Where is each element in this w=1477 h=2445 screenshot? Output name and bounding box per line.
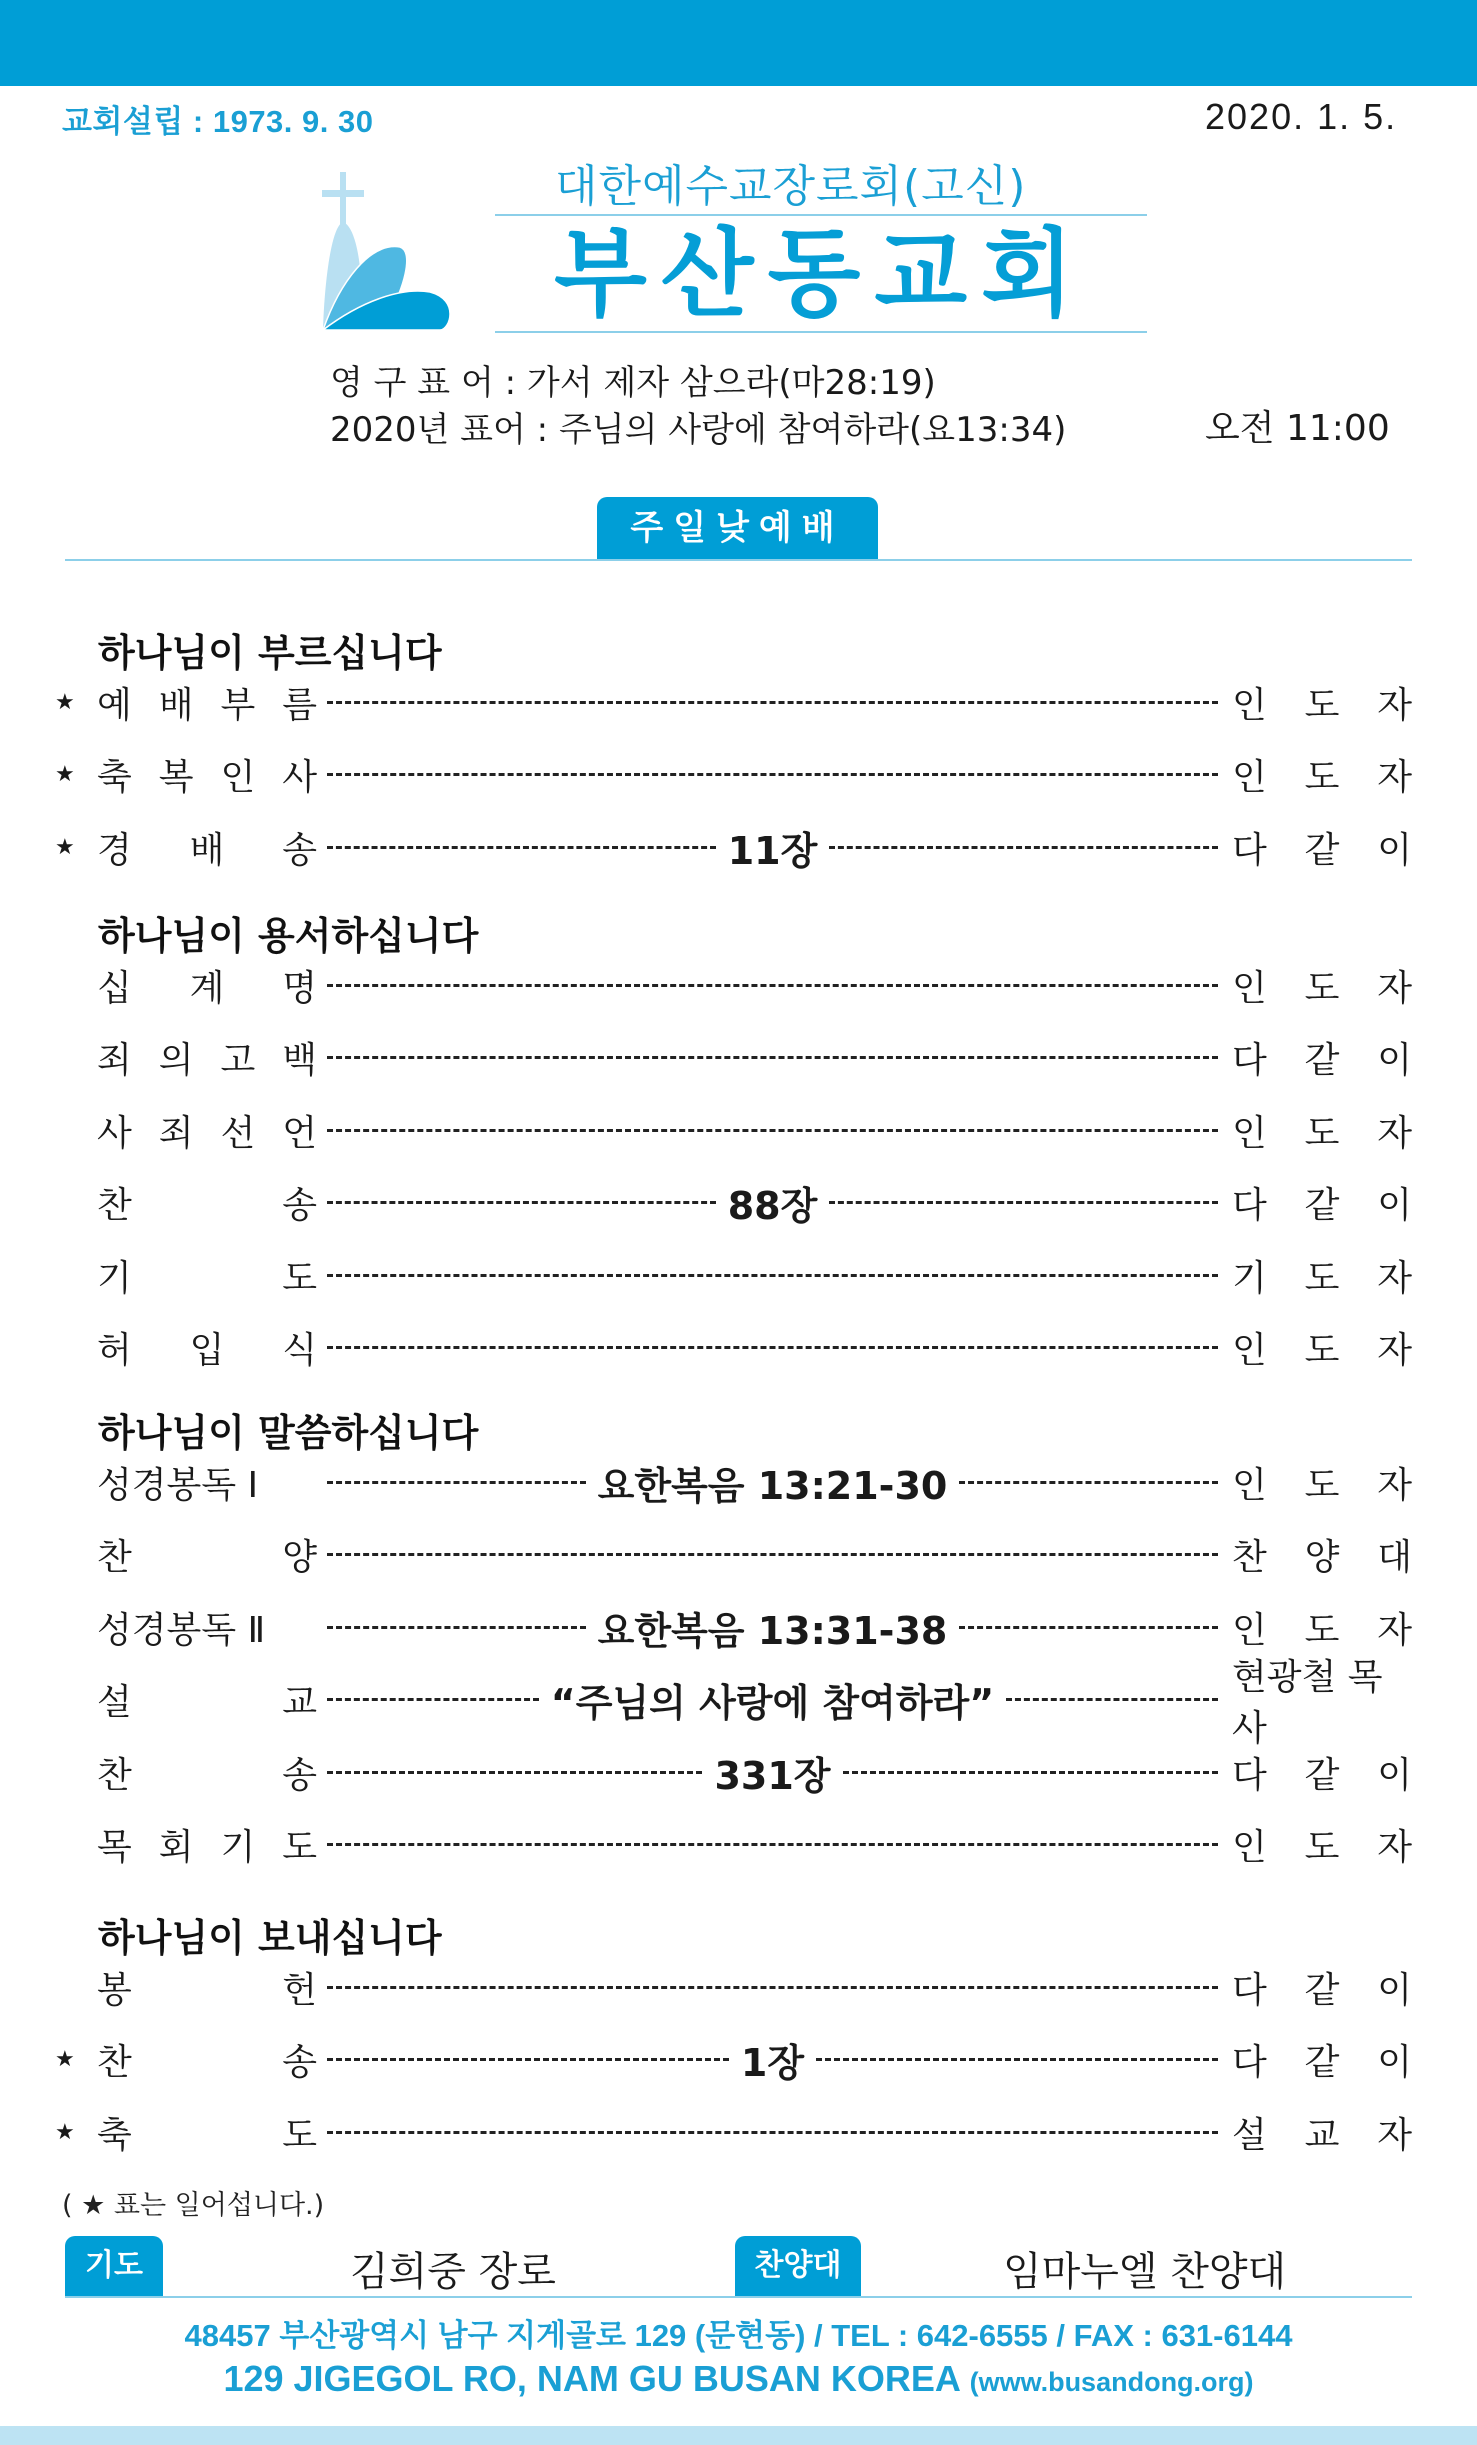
- choir-name: 임마누엘 찬양대: [1003, 2249, 1287, 2295]
- worship-item: [55, 1028, 1412, 1088]
- item-leader-char: 다: [1232, 1040, 1267, 1081]
- denomination: 대한예수교장로회(고신): [555, 161, 1027, 212]
- dotted-leader: [327, 1600, 1218, 1655]
- prayer-leader: 김희중 장로: [350, 2249, 556, 2295]
- leader-dashes: [843, 1771, 1218, 1774]
- item-leader: [1232, 822, 1412, 873]
- item-label-char: 양: [282, 1537, 317, 1578]
- top-banner: [0, 0, 1477, 86]
- bottom-banner: [0, 2426, 1477, 2445]
- leader-dashes: [327, 846, 716, 849]
- title-rule-top: [495, 214, 1147, 216]
- item-label: [97, 1177, 317, 1228]
- leader-dashes: [816, 2058, 1218, 2061]
- item-label: [97, 1962, 317, 2013]
- item-leader-char: 이: [1377, 1754, 1412, 1796]
- leader-dashes: [327, 1843, 1218, 1846]
- item-leader: [1232, 2107, 1412, 2158]
- item-leader-char: 도: [1304, 1330, 1340, 1371]
- item-leader-char: 자: [1377, 967, 1412, 1009]
- item-label: [97, 677, 317, 728]
- leader-dashes: [829, 1201, 1218, 1204]
- worship-item: [55, 1957, 1412, 2017]
- item-leader-char: 찬: [1232, 1537, 1267, 1578]
- item-leader-char: 자: [1377, 684, 1412, 726]
- item-leader: [1232, 1177, 1412, 1228]
- item-label-char: 찬: [97, 1185, 132, 1226]
- worship-item: [55, 745, 1412, 805]
- item-leader-char: 도: [1304, 967, 1340, 1009]
- item-leader-char: 도: [1304, 1827, 1340, 1868]
- leader-dashes: [327, 2058, 729, 2061]
- item-leader: [1232, 1322, 1412, 1373]
- worship-item: [55, 1525, 1412, 1585]
- item-label-char: 름: [282, 684, 317, 726]
- item-label-char: 예: [97, 684, 132, 726]
- motto-permanent: [330, 355, 936, 404]
- item-label-char: 축: [97, 2114, 132, 2156]
- item-detail: 1장: [740, 2041, 805, 2085]
- address-korean: 48457 부산광역시 남구 지게골로 129 (문현동) / TEL : 642-6555 / FAX : 631-6144: [184, 2318, 1293, 2353]
- item-leader-char: 같: [1304, 829, 1340, 871]
- item-leader-char: 다: [1232, 1969, 1267, 2011]
- church-name: 부산동교회: [554, 218, 1088, 330]
- leader-dashes: [959, 1626, 1218, 1629]
- item-label-char: 송: [282, 1754, 317, 1796]
- item-leader-char: 이: [1377, 829, 1412, 871]
- service-time: 오전 11:00: [1205, 408, 1390, 449]
- item-leader-char: 인: [1232, 1330, 1267, 1371]
- dotted-leader: [327, 773, 1218, 776]
- item-leader-char: 자: [1377, 757, 1412, 798]
- motto-year-text: 주님의 사랑에 참여하라(요13:34): [558, 410, 1067, 450]
- item-leader-char: 자: [1377, 1330, 1412, 1371]
- item-detail: “주님의 사랑에 참여하라”: [550, 1681, 995, 1725]
- item-leader-char: 도: [1304, 1112, 1340, 1154]
- item-leader: [1232, 1962, 1412, 2013]
- website-link[interactable]: (www.busandong.org): [969, 2367, 1254, 2397]
- address-english-text: 129 JIGEGOL RO, NAM GU BUSAN KOREA: [223, 2358, 960, 2399]
- item-leader-char: 도: [1304, 1257, 1340, 1299]
- item-leader-char: 이: [1377, 2042, 1412, 2083]
- item-label-char: 백: [282, 1040, 317, 1081]
- item-label-char: 언: [282, 1112, 317, 1154]
- item-detail: 요한복음 13:31-38: [597, 1608, 948, 1653]
- leader-dashes: [327, 1771, 702, 1774]
- item-label-char: 계: [189, 967, 225, 1009]
- title-rule-bottom: [495, 331, 1147, 333]
- motto-permanent-text: 가서 제자 삼으라(마28:19): [526, 363, 936, 403]
- item-label: [97, 1105, 317, 1156]
- dotted-leader: [327, 1129, 1218, 1132]
- dotted-leader: [327, 1175, 1218, 1230]
- worship-item: [55, 817, 1412, 877]
- item-label-char: 사: [97, 1112, 132, 1154]
- leader-dashes: [327, 1129, 1218, 1132]
- motto-year: [330, 402, 1066, 451]
- item-label-char: 경: [97, 829, 132, 871]
- address-english: [0, 2358, 1477, 2400]
- item-label-char: 교: [282, 1682, 317, 1723]
- item-leader-char: 인: [1232, 1827, 1267, 1868]
- item-label: [97, 1250, 317, 1301]
- item-leader-char: 도: [1304, 1464, 1340, 1506]
- item-label-char: 송: [282, 2042, 317, 2083]
- leader-dashes: [327, 2131, 1218, 2134]
- item-label: [97, 749, 317, 800]
- worship-item: [55, 1452, 1412, 1512]
- item-leader-char: 자: [1377, 1112, 1412, 1154]
- dotted-leader: [327, 1553, 1218, 1556]
- item-label: [97, 1674, 317, 1725]
- item-leader: [1232, 1457, 1412, 1508]
- item-detail: 88장: [727, 1184, 818, 1228]
- worship-item: [55, 2102, 1412, 2162]
- item-label-char: 축: [97, 757, 132, 798]
- item-leader-char: 설: [1232, 2114, 1267, 2156]
- item-leader: [1232, 1747, 1412, 1798]
- item-label: [97, 2107, 317, 2158]
- item-label-char: 기: [97, 1257, 132, 1299]
- worship-item: [55, 1100, 1412, 1160]
- item-leader-char: 같: [1304, 1754, 1340, 1796]
- item-label-char: 성경봉독 Ⅱ: [97, 1609, 266, 1651]
- worship-item: [55, 1173, 1412, 1233]
- item-label-char: 도: [282, 1257, 317, 1299]
- item-label-char: 찬: [97, 2042, 132, 2083]
- leader-dashes: [327, 1553, 1218, 1556]
- item-label-char: 도: [282, 2114, 317, 2156]
- item-leader-char: 자: [1377, 1827, 1412, 1868]
- item-leader-char: 교: [1304, 2114, 1340, 2156]
- item-label-char: 의: [158, 1040, 194, 1081]
- item-leader-char: 인: [1232, 757, 1267, 798]
- item-leader-char: 같: [1304, 2042, 1340, 2083]
- star-icon: ★: [55, 762, 75, 787]
- leader-dashes: [327, 1201, 716, 1204]
- item-label-char: 봉: [97, 1969, 132, 2011]
- item-leader-char: 이: [1377, 1185, 1412, 1226]
- choir-tab: 찬양대: [735, 2236, 861, 2296]
- item-leader-char: 인: [1232, 1112, 1267, 1154]
- item-leader-char: 도: [1304, 684, 1340, 726]
- item-leader: [1232, 1105, 1412, 1156]
- item-label-char: 찬: [97, 1537, 132, 1578]
- dotted-leader: [327, 701, 1218, 704]
- worship-item: [55, 955, 1412, 1015]
- worship-item: [55, 1245, 1412, 1305]
- item-label-char: 죄: [158, 1112, 194, 1154]
- dotted-leader: [327, 1274, 1218, 1277]
- item-leader-char: 이: [1377, 1969, 1412, 2011]
- item-leader-char: 인: [1232, 967, 1267, 1009]
- leader-dashes: [1006, 1698, 1218, 1701]
- leader-dashes: [327, 701, 1218, 704]
- item-leader: [1232, 749, 1412, 800]
- item-leader-char: 자: [1377, 1257, 1412, 1299]
- item-leader-char: 인: [1232, 1609, 1267, 1651]
- leader-dashes: [327, 1698, 539, 1701]
- dotted-leader: [327, 2032, 1218, 2087]
- item-leader-char: 인: [1232, 1464, 1267, 1506]
- footer-rule: [65, 2296, 1412, 2298]
- section-title: 하나님이 부르십니다: [98, 631, 442, 675]
- item-leader-char: 자: [1377, 1609, 1412, 1651]
- item-leader-char: 현광철 목사: [1232, 1656, 1383, 1749]
- prayer-tab: 기도: [65, 2236, 163, 2296]
- item-label-char: 명: [282, 967, 317, 1009]
- motto-year-label: 2020년 표어 :: [330, 410, 549, 450]
- worship-item: [55, 1656, 1412, 1749]
- section-title: 하나님이 말씀하십니다: [98, 1411, 479, 1455]
- item-label-char: 허: [97, 1330, 132, 1371]
- leader-dashes: [327, 1481, 586, 1484]
- item-label: [97, 1529, 317, 1580]
- item-label-char: 송: [282, 829, 317, 871]
- leader-dashes: [327, 984, 1218, 987]
- item-label-char: 회: [158, 1827, 194, 1868]
- worship-item: [55, 1597, 1412, 1657]
- dotted-leader: [327, 1455, 1218, 1510]
- service-title-tab: 주일낮예배: [597, 497, 878, 560]
- star-icon: ★: [55, 2119, 75, 2145]
- item-label-char: 복: [158, 757, 194, 798]
- item-label-char: 성경봉독 Ⅰ: [97, 1464, 259, 1506]
- item-detail: 11장: [727, 828, 818, 873]
- item-label-char: 선: [220, 1112, 256, 1154]
- dotted-leader: [327, 1986, 1218, 1989]
- dotted-leader: [327, 1843, 1218, 1846]
- item-label-char: 목: [97, 1827, 132, 1868]
- star-icon: ★: [55, 834, 75, 860]
- item-leader: [1232, 2034, 1412, 2085]
- item-label: [97, 1032, 317, 1083]
- item-leader-char: 기: [1232, 1257, 1267, 1299]
- leader-dashes: [959, 1481, 1218, 1484]
- item-label-char: 헌: [282, 1969, 317, 2011]
- star-icon: ★: [55, 2047, 75, 2072]
- item-leader: [1232, 1032, 1412, 1083]
- worship-item: [55, 1742, 1412, 1802]
- leader-dashes: [327, 1056, 1218, 1059]
- star-icon: ★: [55, 689, 75, 715]
- leader-dashes: [327, 1986, 1218, 1989]
- leader-dashes: [327, 1346, 1218, 1349]
- leader-dashes: [327, 773, 1218, 776]
- item-label-char: 기: [220, 1827, 256, 1868]
- item-leader-char: 같: [1304, 1185, 1340, 1226]
- item-label-char: 인: [220, 757, 256, 798]
- item-label: [97, 1747, 317, 1798]
- item-leader-char: 다: [1232, 1754, 1267, 1796]
- dotted-leader: [327, 1745, 1218, 1800]
- item-leader-char: 같: [1304, 1040, 1340, 1081]
- leader-dashes: [327, 1274, 1218, 1277]
- leader-dashes: [829, 846, 1218, 849]
- item-label: [97, 1602, 317, 1653]
- standing-note: ( ★ 표는 일어섭니다.): [62, 2190, 325, 2221]
- item-leader-char: 양: [1304, 1537, 1340, 1578]
- dotted-leader: [327, 1672, 1218, 1727]
- item-label: [97, 1819, 317, 1870]
- worship-item: [55, 1815, 1412, 1875]
- item-label-char: 입: [189, 1330, 225, 1371]
- item-leader-char: 대: [1377, 1537, 1412, 1578]
- item-leader: [1232, 1649, 1412, 1751]
- item-label-char: 도: [282, 1827, 317, 1868]
- bulletin-date: 2020. 1. 5.: [1205, 96, 1398, 137]
- motto-permanent-label: 영 구 표 어 :: [330, 363, 517, 403]
- item-leader-char: 도: [1304, 1609, 1340, 1651]
- dotted-leader: [327, 820, 1218, 875]
- item-label-char: 찬: [97, 1754, 132, 1796]
- item-label: [97, 960, 317, 1011]
- item-leader: [1232, 677, 1412, 728]
- church-cross-leaf-icon: [320, 172, 468, 332]
- item-leader: [1232, 1529, 1412, 1580]
- item-label: [97, 822, 317, 873]
- item-label-char: 부: [220, 684, 256, 726]
- item-label: [97, 1457, 317, 1508]
- item-leader-char: 다: [1232, 1185, 1267, 1226]
- item-leader: [1232, 1602, 1412, 1653]
- item-label-char: 십: [97, 967, 132, 1009]
- item-leader-char: 같: [1304, 1969, 1340, 2011]
- item-leader: [1232, 1250, 1412, 1301]
- item-label-char: 식: [282, 1330, 317, 1371]
- item-leader-char: 이: [1377, 1040, 1412, 1081]
- item-leader: [1232, 960, 1412, 1011]
- item-leader-char: 자: [1377, 1464, 1412, 1506]
- worship-item: [55, 672, 1412, 732]
- dotted-leader: [327, 1346, 1218, 1349]
- item-label-char: 설: [97, 1682, 132, 1723]
- worship-item: [55, 1318, 1412, 1378]
- item-label-char: 배: [189, 829, 225, 871]
- item-detail: 요한복음 13:21-30: [597, 1463, 948, 1508]
- item-label-char: 송: [282, 1185, 317, 1226]
- worship-item: [55, 2030, 1412, 2090]
- item-detail: 331장: [714, 1753, 831, 1798]
- item-leader-char: 자: [1377, 2114, 1412, 2156]
- item-label-char: 사: [282, 757, 317, 798]
- item-label: [97, 1322, 317, 1373]
- section-title: 하나님이 용서하십니다: [98, 914, 479, 958]
- item-label: [97, 2034, 317, 2085]
- dotted-leader: [327, 1056, 1218, 1059]
- service-title-rule: [65, 559, 1412, 561]
- section-title: 하나님이 보내십니다: [98, 1916, 442, 1960]
- item-leader-char: 도: [1304, 757, 1340, 798]
- item-leader-char: 인: [1232, 684, 1267, 726]
- item-label-char: 죄: [97, 1040, 132, 1081]
- item-leader-char: 다: [1232, 829, 1267, 871]
- item-leader-char: 다: [1232, 2042, 1267, 2083]
- founded-date: 교회설립 : 1973. 9. 30: [62, 104, 374, 139]
- item-label-char: 배: [158, 684, 194, 726]
- dotted-leader: [327, 2131, 1218, 2134]
- item-leader: [1232, 1819, 1412, 1870]
- item-label-char: 고: [220, 1040, 256, 1081]
- leader-dashes: [327, 1626, 586, 1629]
- dotted-leader: [327, 984, 1218, 987]
